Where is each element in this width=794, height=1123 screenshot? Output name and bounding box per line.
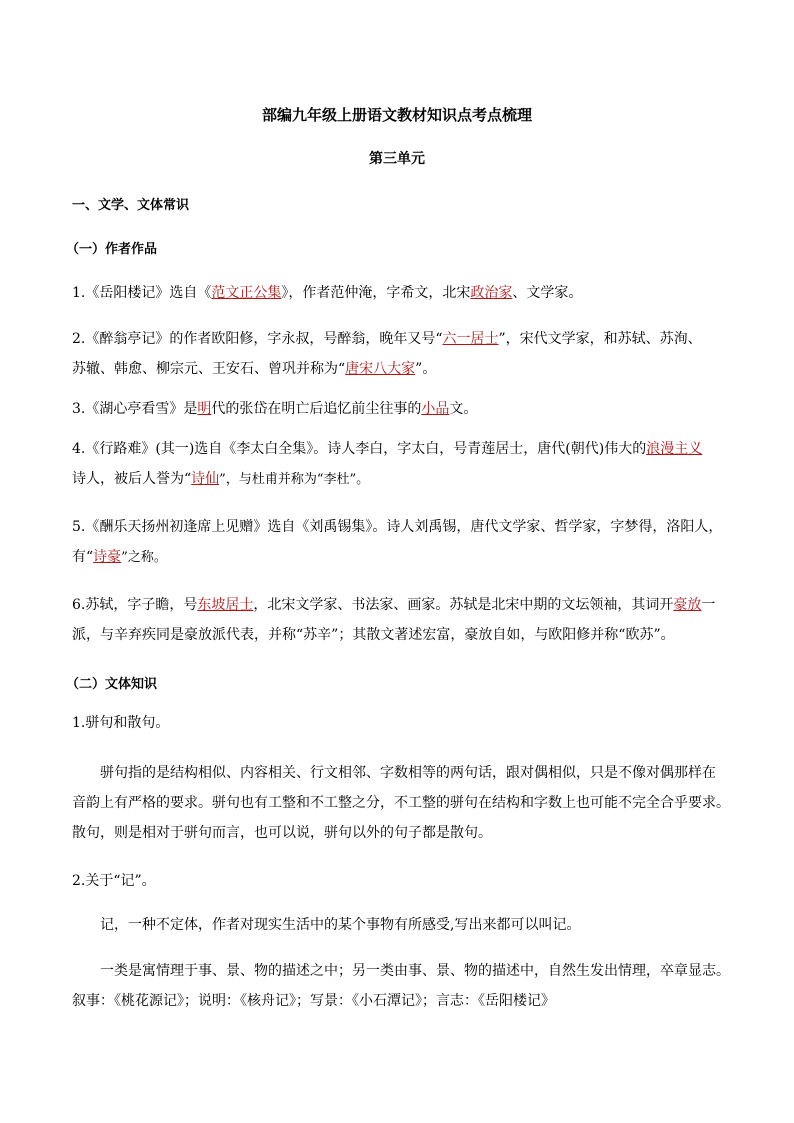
text-segment: 苏辙、韩愈、柳宗元、王安石、曾巩并称为“ xyxy=(72,361,346,377)
text-segment: 音韵上有严格的要求。骈句也有工整和不工整之分，不工整的骈句在结构和字数上也可能不完全合乎要求。 xyxy=(72,795,730,811)
paragraph-ji-definition xyxy=(72,910,722,940)
text-segment: 骈句指的是结构相似、内容相关、行文相邻、字数相等的两句话，跟对偶相似，只是不像对偶那样在 xyxy=(100,765,716,781)
highlight-shixian: 诗仙 xyxy=(191,471,220,487)
highlight-fanwenzhenggongji: 范文正公集 xyxy=(211,285,282,301)
text-segment: 派，与辛弃疾同是豪放派代表，并称“苏辛”；其散文著述宏富，豪放自如，与欧阳修并称“欧苏”。 xyxy=(72,627,675,643)
text-segment: ”，宋代文学家，和苏轼、苏洵、 xyxy=(498,331,702,347)
item-sushi xyxy=(72,590,722,650)
highlight-xiaopin: 小品 xyxy=(421,401,450,417)
text-segment: 1.骈句和散句。 xyxy=(72,715,170,731)
item-xinglunan xyxy=(72,434,722,495)
highlight-shihao: 诗豪 xyxy=(93,549,122,565)
text-segment: 有“ xyxy=(72,549,94,565)
text-segment: 4.《行路难》(其一)选自《李太白全集》。诗人李白，字太白，号青莲居士，唐代(朝代)伟大的 xyxy=(72,441,647,457)
unit-title: 第三单元 xyxy=(369,151,425,167)
text-segment: 2.关于“记”。 xyxy=(72,873,156,889)
highlight-ming: 明 xyxy=(197,401,212,417)
text-segment: ，北宋文学家、书法家、画家。苏轼是北宋中期的文坛领袖，其词开 xyxy=(253,597,674,613)
topic-pianju-title xyxy=(72,708,722,738)
highlight-zhengzhijia: 政治家 xyxy=(470,285,513,301)
text-segment: 一 xyxy=(701,597,716,613)
document-title: 部编九年级上册语文教材知识点考点梳理 xyxy=(261,106,532,124)
paragraph-pianju xyxy=(72,758,730,848)
text-segment: 6.苏轼，字子瞻，号 xyxy=(72,597,198,613)
highlight-liuyijushi: 六一居士 xyxy=(442,331,499,347)
highlight-langmanzhuyi: 浪漫主义 xyxy=(646,441,703,457)
highlight-tangsongbadajia: 唐宋八大家 xyxy=(345,361,416,377)
text-segment: ”。 xyxy=(415,361,437,377)
text-segment: ”之称。 xyxy=(121,550,167,565)
text-segment: 文。 xyxy=(449,401,478,417)
text-segment: 记，一种不定体，作者对现实生活中的某个事物有所感受,写出来都可以叫记。 xyxy=(100,917,581,933)
item-yueyanglou xyxy=(72,278,722,308)
subsection-heading-genre: （二）文体知识 xyxy=(66,677,158,692)
text-segment: 诗人，被后人誉为“ xyxy=(72,471,192,487)
paragraph-ji-types xyxy=(72,956,730,1016)
text-segment: 》，作者范仲淹，字希文，北宋 xyxy=(281,285,471,301)
item-chouletian xyxy=(72,512,722,573)
item-zuiwengting xyxy=(72,324,722,384)
text-segment: 叙事：《桃花源记》；说明：《核舟记》；写景：《小石潭记》；言志：《岳阳楼记》 xyxy=(72,993,555,1009)
text-segment: 一类是寓情理于事、景、物的描述之中；另一类由事、景、物的描述中，自然生发出情理，卒章显志。 xyxy=(100,963,730,979)
highlight-dongpojushi: 东坡居士 xyxy=(197,597,254,613)
subsection-heading-authors: （一）作者作品 xyxy=(66,242,158,257)
text-segment: ”，与杜甫并称为“李杜”。 xyxy=(219,472,370,487)
text-segment: 2.《醉翁亭记》的作者欧阳修，字永叔，号醉翁，晚年又号“ xyxy=(72,331,443,347)
section-heading-literature: 一、文学、文体常识 xyxy=(72,198,190,213)
text-segment: 散句，则是相对于骈句而言，也可以说，骈句以外的句子都是散句。 xyxy=(72,825,492,841)
text-segment: 代的张岱在明亡后追忆前尘往事的 xyxy=(211,401,422,417)
text-segment: 、文学家。 xyxy=(512,285,583,301)
topic-ji-title xyxy=(72,866,722,896)
item-huxinting xyxy=(72,394,722,424)
text-segment: 5.《酬乐天扬州初逢席上见赠》选自《刘禹锡集》。诗人刘禹锡，唐代文学家、哲学家，字梦得，洛阳人， xyxy=(72,519,723,535)
text-segment: 1.《岳阳楼记》选自《 xyxy=(72,285,212,301)
text-segment: 3.《湖心亭看雪》是 xyxy=(72,401,198,417)
highlight-haofang: 豪放 xyxy=(673,597,702,613)
